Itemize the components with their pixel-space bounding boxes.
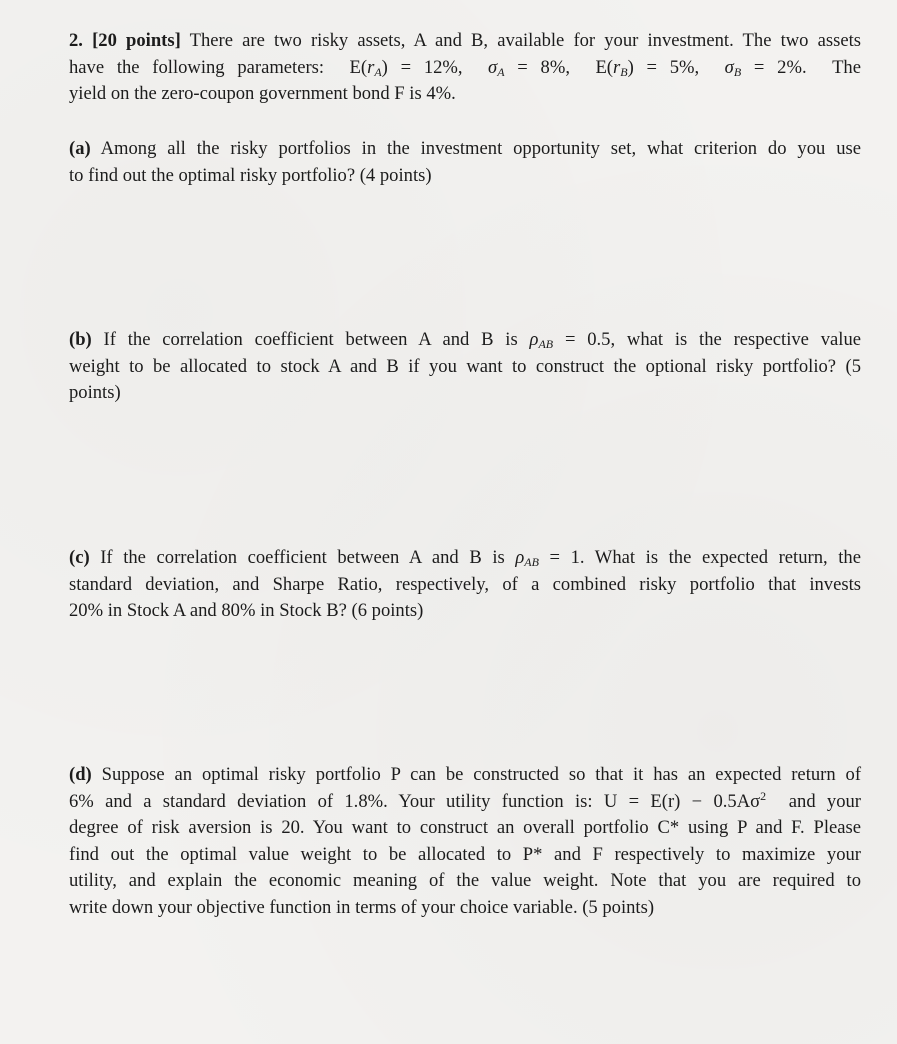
- part-d: [69, 762, 861, 921]
- part-a-label: (a): [69, 138, 91, 159]
- param-er-b: 5%: [669, 56, 695, 78]
- part-a-line-2: to find out the optimal risky portfolio? (4 points): [69, 164, 432, 186]
- part-c-text-1: If the correlation coefficient between A and B is: [100, 547, 505, 568]
- part-c-label: (c): [69, 547, 90, 568]
- question-number: 2.: [69, 30, 83, 51]
- question-line-2: have the following parameters: $E(r_A) = 12\%$, $\sigma_A = 8\%$, $E(r_B) = 5\%$, $\sigma_B = 2\%$. The: [69, 56, 861, 79]
- part-b-text-1: If the correlation coefficient between A and B is: [103, 329, 518, 350]
- part-d-line-3: degree of risk aversion is 20. You want to construct an overall portfolio C* using P and F. Please: [69, 817, 861, 838]
- part-c-line-1: (c) If the correlation coefficient between A and B is $\rho_{AB} = 1$. What is the expected return, the: [69, 547, 861, 569]
- question-text-2: have the following parameters:: [69, 56, 325, 78]
- part-b-label: (b): [69, 329, 92, 350]
- part-c-line-2: standard deviation, and Sharpe Ratio, respectively, of a combined risky portfolio that invests: [69, 573, 861, 595]
- part-b-line-2: weight to be allocated to stock A and B if you want to construct the optional risky portfolio? (5: [69, 355, 861, 377]
- question-line-1: [69, 28, 861, 55]
- part-d-text-2b: and your: [788, 790, 861, 812]
- question-header: [69, 28, 861, 108]
- utility-formula: U = E(r) − 0.5Aσ: [603, 790, 761, 812]
- part-d-text-2: 6% and a standard deviation of 1.8%. Your utility function is:: [69, 790, 593, 812]
- question-text-2b: The: [832, 56, 861, 78]
- param-sigma-a: 8%: [540, 56, 566, 78]
- part-b-line-1: (b) If the correlation coefficient between A and B is $\rho_{AB} = 0.5$, what is the respective value: [69, 329, 862, 351]
- question-line-3: yield on the zero-coupon government bond F is 4%.: [69, 83, 456, 104]
- param-er-a: 12%: [423, 56, 458, 78]
- part-c: [69, 545, 861, 625]
- part-d-line-2: 6% and a standard deviation of 1.8%. Your utility function is: $U = E(r) - 0.5A\sigma^2$ and your: [69, 788, 861, 812]
- part-d-text-1: Suppose an optimal risky portfolio P can be constructed so that it has an expected return of: [101, 764, 862, 785]
- question-text-1: There are two risky assets, A and B, available for your investment. The two assets: [189, 30, 862, 51]
- question-points: [20 points]: [92, 30, 181, 51]
- part-a: [69, 136, 861, 189]
- part-b: [69, 327, 861, 407]
- part-b-line-3: points): [69, 382, 121, 403]
- part-a-text-1: Among all the risky portfolios in the investment opportunity set, what criterion do you use: [100, 138, 862, 159]
- part-d-line-6: write down your objective function in terms of your choice variable. (5 points): [69, 896, 655, 918]
- part-a-line-1: [69, 136, 861, 163]
- part-d-line-1: [69, 762, 861, 789]
- part-c-text-1b: = 1. What is the expected return, the: [549, 547, 861, 568]
- part-d-label: (d): [69, 764, 92, 785]
- part-b-text-1b: = 0.5, what is the respective value: [564, 329, 862, 350]
- part-c-line-3: 20% in Stock A and 80% in Stock B? (6 points): [69, 600, 424, 621]
- param-sigma-b: 2%: [777, 56, 802, 78]
- part-d-line-4: find out the optimal value weight to be allocated to P* and F respectively to maximize your: [69, 843, 861, 865]
- part-d-line-5: utility, and explain the economic meaning of the value weight. Note that you are required to: [69, 870, 861, 891]
